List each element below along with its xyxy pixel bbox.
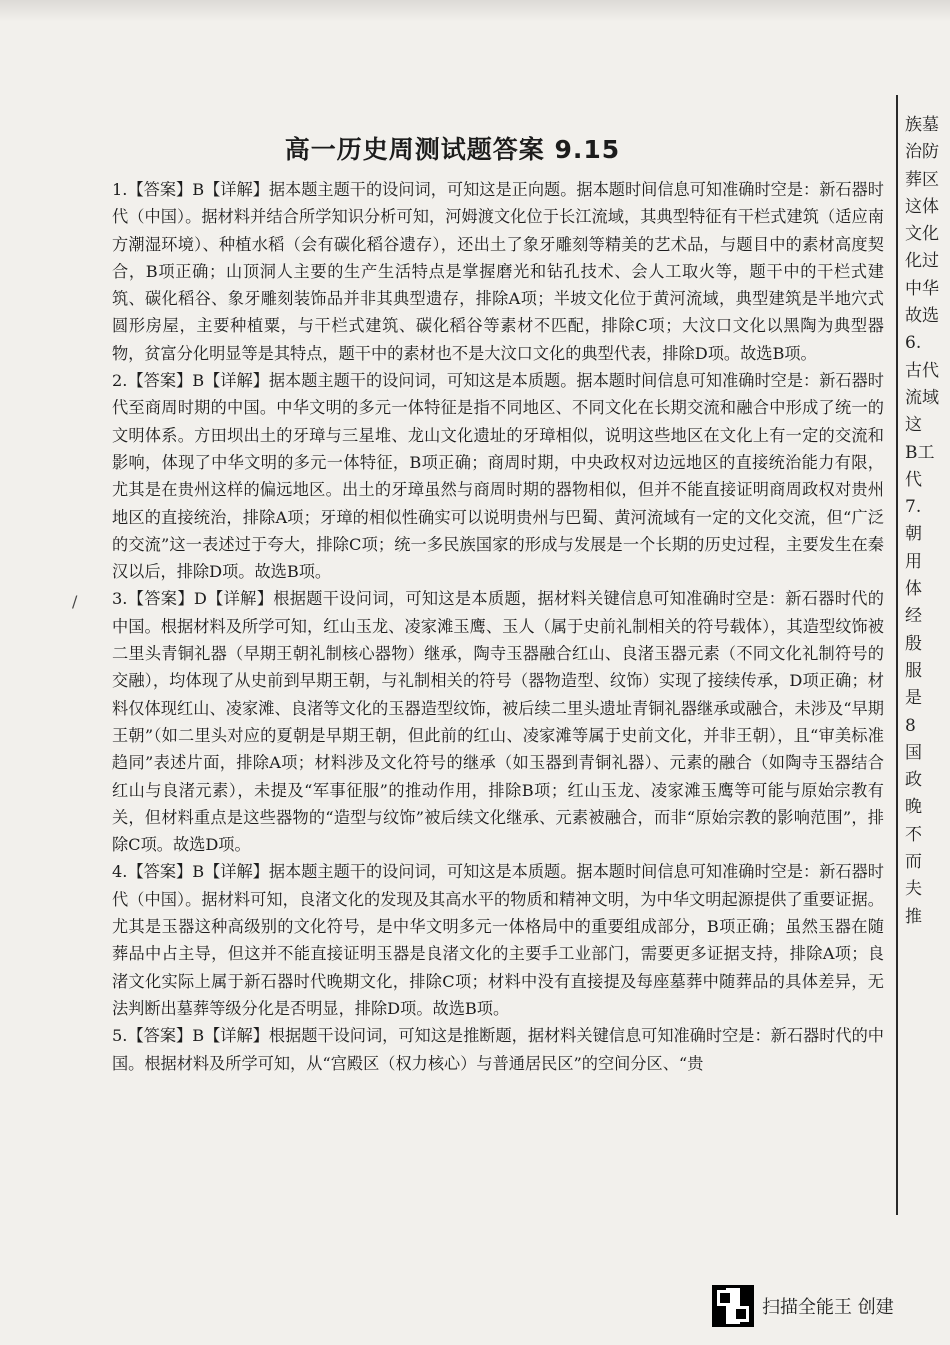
fragment-line: 中华 bbox=[905, 278, 939, 299]
fragment-line: 用 bbox=[905, 551, 922, 572]
margin-pen-mark: / bbox=[72, 592, 78, 611]
fragment-line: 夫 bbox=[905, 879, 922, 900]
answer-paragraph-3: 3.【答案】D【详解】根据题干设问词，可知这是本质题，据材料关键信息可知准确时空是：新石器时代的中国。根据材料及所学可知，红山玉龙、凌家滩玉鹰、玉人（属于史前礼制相关的符号载体），其造型纹饰被二里头青铜礼器（早期王朝礼制核心器物）继承，陶寺玉器融合红山、良渚玉器元素（不同文化礼制符号的交融），均体现了从史前到早期王朝，与礼制相关的符号（器物造型、纹饰）实现了接续传承，D项正确；材料仅体现红山、凌家滩、良渚等文化的玉器造型纹饰，被后续二里头遗址青铜礼器继承或融合，未涉及“早期王朝”（如二里头对应的夏朝是早期王朝，但此前的红山、凌家滩等属于史前文化，并非王朝），且“审美标准趋同”表述片面，排除A项；材料涉及文化符号的继承（如玉器到青铜礼器）、元素的融合（如陶寺玉器结合红山与良渚元素），未提及“军事征服”的推动作用，排除B项；红山玉龙、凌家滩玉鹰等可能与原始宗教有关，但材料重点是这些器物的“造型与纹饰”被后续文化继承、元素被融合，而非“原始宗教的影响范围”，排除C项。故选D项。 bbox=[112, 589, 884, 855]
fragment-line: 流域 bbox=[905, 387, 939, 408]
fragment-line: 政 bbox=[905, 770, 922, 791]
fragment-line: 8 bbox=[905, 715, 916, 736]
scanner-label: 扫描全能王 创建 bbox=[762, 1297, 894, 1318]
fragment-line: 7. bbox=[905, 497, 922, 518]
fragment-line: 葬区 bbox=[905, 169, 939, 190]
fragment-line: 殷 bbox=[905, 633, 922, 654]
fragment-line: 不 bbox=[905, 824, 922, 845]
answer-paragraph-2: 2.【答案】B【详解】据本题主题干的设问词，可知这是本质题。据本题时间信息可知准确时空是：新石器时代至商周时期的中国。中华文明的多元一体特征是指不同地区、不同文化在长期交流和融合中形成了统一的文明体系。方田坝出土的牙璋与三星堆、龙山文化遗址的牙璋相似，说明这些地区在文化上有一定的交流和影响，体现了中华文明的多元一体特征，B项正确；商周时期，中央政权对边远地区的直接统治能力有限，尤其是在贵州这样的偏远地区。出土的牙璋虽然与商周时期的器物相似，但并不能直接证明商周政权对贵州地区的直接统治，排除A项；牙璋的相似性确实可以说明贵州与巴蜀、黄河流域有一定的文化交流，但“广泛的交流”这一表述过于夸大，排除C项；统一多民族国家的形成与发展是一个长期的历史过程，主要发生在秦汉以后，排除D项。故选B项。 bbox=[112, 371, 884, 582]
fragment-line: 体 bbox=[905, 579, 922, 600]
answer-body bbox=[112, 176, 884, 1077]
fragment-line: 朝 bbox=[905, 524, 922, 545]
fragment-line: 是 bbox=[905, 688, 922, 709]
fragment-line: 代 bbox=[905, 469, 922, 490]
fragment-line: 故选 bbox=[905, 306, 939, 327]
fragment-line: 推 bbox=[905, 906, 922, 927]
fragment-line: 这体 bbox=[905, 196, 939, 217]
adjacent-page-fragment bbox=[905, 112, 950, 931]
fragment-line: 族墓 bbox=[905, 115, 939, 135]
fragment-line: 国 bbox=[905, 742, 922, 763]
fragment-line: 这 bbox=[905, 415, 922, 436]
scan-top-edge bbox=[0, 0, 950, 22]
fragment-line: 治防 bbox=[905, 142, 939, 163]
fragment-line: 服 bbox=[905, 660, 922, 681]
answer-paragraph-1: 1.【答案】B【详解】据本题主题干的设问词，可知这是正向题。据本题时间信息可知准确时空是：新石器时代（中国）。据材料并结合所学知识分析可知，河姆渡文化位于长江流域，其典型特征有干栏式建筑（适应南方潮湿环境）、种植水稻（会有碳化稻谷遗存），还出土了象牙雕刻等精美的艺术品，与题目中的素材高度契合，B项正确；山顶洞人主要的生产生活特点是掌握磨光和钻孔技术、会人工取火等，题干中的干栏式建筑、碳化稻谷、象牙雕刻装饰品并非其典型遗存，排除A项；半坡文化位于黄河流域，典型建筑是半地穴式圆形房屋，主要种植粟，与干栏式建筑、碳化稻谷等素材不匹配，排除C项；大汶口文化以黑陶为典型器物，贫富分化明显等是其特点，题干中的素材也不是大汶口文化的典型代表，排除D项。故选B项。 bbox=[112, 180, 884, 363]
qr-code-icon bbox=[712, 1285, 754, 1327]
page-fold-divider bbox=[896, 95, 898, 1215]
fragment-line: 经 bbox=[905, 606, 922, 627]
answer-paragraph-4: 4.【答案】B【详解】据本题主题干的设问词，可知这是本质题。据本题时间信息可知准确时空是：新石器时代（中国）。据材料可知，良渚文化的发现及其高水平的物质和精神文明，为中华文明起源提供了重要证据。尤其是玉器这种高级别的文化符号，是中华文明多元一体格局中的重要组成部分，B项正确；虽然玉器在随葬品中占主导，但这并不能直接证明玉器是良渚文化的主要手工业部门，需要更多证据支持，排除A项；良渚文化实际上属于新石器时代晚期文化，排除C项；材料中没有直接提及每座墓葬中随葬品的具体差异，无法判断出墓葬等级分化是否明显，排除D项。故选B项。 bbox=[112, 862, 884, 1018]
fragment-line: B工 bbox=[905, 442, 935, 463]
fragment-line: 古代 bbox=[905, 360, 939, 381]
fragment-line: 化过 bbox=[905, 251, 939, 272]
answer-paragraph-5: 5.【答案】B【详解】根据题干设问词，可知这是推断题，据材料关键信息可知准确时空是：新石器时代的中国。根据材料及所学可知，从“宫殿区（权力核心）与普通居民区”的空间分区、“贵 bbox=[112, 1026, 884, 1073]
fragment-line: 文化 bbox=[905, 224, 939, 245]
fragment-line: 6. bbox=[905, 333, 922, 354]
scanner-watermark bbox=[712, 1284, 894, 1328]
fragment-line: 而 bbox=[905, 852, 922, 873]
fragment-line: 晚 bbox=[905, 797, 922, 818]
page-title: 高一历史周测试题答案 9.15 bbox=[284, 135, 621, 164]
